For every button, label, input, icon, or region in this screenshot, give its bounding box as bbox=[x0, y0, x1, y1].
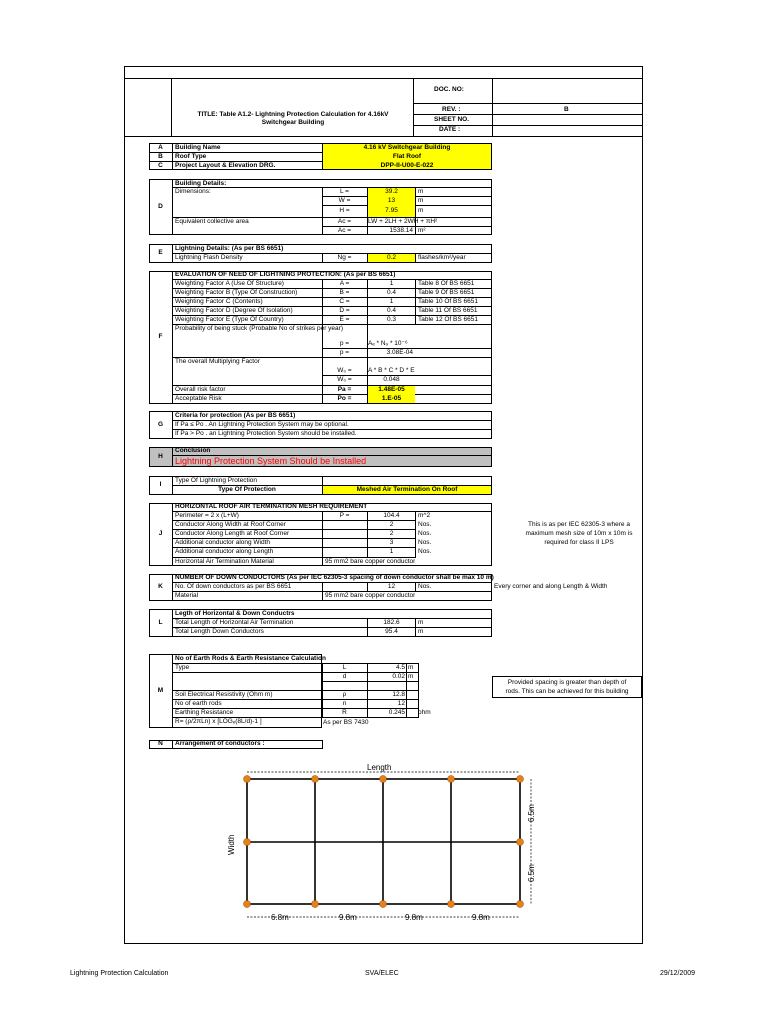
width-symbol: W = bbox=[338, 197, 351, 204]
criteria-line-1: If Pa ≤ Po . An Lightning Protection System may be optional. bbox=[175, 421, 349, 428]
rod-length-unit: m bbox=[408, 664, 414, 671]
lightning-details-heading: Lightning Details: (As per BS 6651) bbox=[175, 245, 284, 252]
section-a bbox=[149, 143, 492, 170]
dimensions-label: Dimensions: bbox=[175, 188, 211, 195]
ng-symbol: Ng = bbox=[337, 254, 352, 261]
resistance-formula-ref: As per BS 7430 bbox=[323, 719, 369, 726]
letter-g: G bbox=[157, 421, 164, 428]
earth-rods-symbol: n bbox=[342, 700, 347, 707]
down-length-unit: m bbox=[418, 628, 424, 635]
wo-symbol-1: W₀ = bbox=[337, 367, 352, 374]
po-value: 1.E-05 bbox=[381, 395, 402, 402]
letter-e: E bbox=[158, 249, 163, 256]
section-n bbox=[149, 740, 323, 749]
earthing-resistance-label: Earthing Resistance bbox=[175, 709, 234, 716]
resistivity-label: Soil Electrical Resistivity (Ohm m) bbox=[175, 691, 273, 698]
mesh-note-line-1: This is as per IEC 62305-3 where a bbox=[528, 521, 630, 528]
node-mid-right bbox=[517, 839, 524, 846]
section-k bbox=[149, 574, 643, 601]
height-unit: m bbox=[418, 207, 424, 214]
header-block bbox=[124, 78, 643, 137]
criteria-line-2: If Pa > Po . an Lightning Protection System should be installed. bbox=[175, 430, 357, 437]
factor-c-symbol: C = bbox=[339, 298, 350, 305]
node-top-1 bbox=[244, 776, 251, 783]
node-bottom-3 bbox=[380, 901, 387, 908]
down-conductors-unit: Nos. bbox=[418, 583, 432, 590]
resistance-symbol: R bbox=[342, 709, 347, 716]
material-value: 95 mm2 bare copper conductor bbox=[325, 558, 416, 565]
factor-e-label: Weighting Factor E (Type Of Country) bbox=[175, 316, 284, 323]
right-dim-2: 6.5m bbox=[527, 864, 536, 882]
rod-diameter-symbol: d bbox=[342, 673, 347, 680]
horizontal-length-value: 182.6 bbox=[383, 619, 400, 626]
width-corner-value: 2 bbox=[389, 521, 394, 528]
letter-c: C bbox=[158, 162, 163, 169]
letter-i: I bbox=[159, 481, 162, 488]
letter-f: F bbox=[158, 333, 163, 340]
section-m bbox=[149, 654, 629, 728]
roof-type-label: Roof Type bbox=[175, 153, 207, 160]
right-dim-1: 6.5m bbox=[527, 804, 536, 822]
width-value: 13 bbox=[387, 197, 396, 204]
width-label: Width bbox=[227, 834, 236, 855]
overall-risk-label: Overall risk factor bbox=[175, 386, 226, 393]
criteria-heading: Criteria for protection (As per BS 6651) bbox=[175, 412, 296, 419]
p-formula: Aₑ * N₉ * 10⁻⁶ bbox=[368, 340, 408, 347]
footer-left: Lightning Protection Calculation bbox=[70, 970, 169, 977]
perimeter-value: 104.4 bbox=[383, 512, 400, 519]
factor-b-symbol: B = bbox=[339, 289, 350, 296]
evaluation-heading: EVALUATION OF NEED OF LIGHTNING PROTECTION: (As per BS 6651) bbox=[175, 271, 396, 278]
node-bottom-1 bbox=[244, 901, 251, 908]
footer-right: 29/12/2009 bbox=[660, 970, 696, 977]
conclusion-text: Lightning Protection System Should be Installed bbox=[175, 456, 367, 466]
down-material-value: 95 mm2 bare copper conductor bbox=[325, 592, 416, 599]
horizontal-length-unit: m bbox=[418, 619, 424, 626]
drawing-label: Project Layout & Elevation DRG. bbox=[175, 162, 276, 169]
node-bottom-5 bbox=[517, 901, 524, 908]
rod-diameter-value: 0.02 bbox=[392, 673, 405, 680]
resistance-value: 0.245 bbox=[388, 709, 405, 716]
section-l bbox=[149, 609, 492, 637]
roof-type-value: Flat Roof bbox=[392, 153, 422, 160]
node-bottom-4 bbox=[448, 901, 455, 908]
collective-area-label: Equivalent collective area bbox=[175, 218, 249, 225]
building-name-value: 4.16 kV Switchgear Building bbox=[363, 144, 451, 151]
letter-j: J bbox=[158, 530, 163, 537]
factor-e-ref: Table 12 Of BS 6651 bbox=[418, 316, 478, 323]
resistance-unit: ohm bbox=[418, 709, 431, 716]
ac-symbol-1: Ac = bbox=[337, 218, 352, 225]
drawing-value: DPP-II-U00-E-022 bbox=[380, 162, 434, 169]
lengths-heading: Legth of Horizontal & Down Conductrs bbox=[175, 610, 295, 617]
rod-length-value: 4.5 bbox=[395, 664, 405, 671]
factor-c-label: Weighting Factor C (Contents) bbox=[175, 298, 263, 305]
rod-length-symbol: L bbox=[342, 664, 347, 671]
height-value: 7.95 bbox=[385, 207, 398, 214]
down-conductors-note: Every corner and along Length & Width bbox=[494, 583, 608, 590]
section-j bbox=[149, 503, 633, 566]
section-d bbox=[149, 179, 492, 235]
factor-a-label: Weighting Factor A (Use Of Structure) bbox=[175, 280, 284, 287]
length-unit: m bbox=[418, 188, 424, 195]
earth-rods-note bbox=[492, 676, 642, 698]
length-corner-value: 2 bbox=[389, 530, 394, 537]
earth-rods-heading: No of Earth Rods & Earth Resistance Calculation bbox=[175, 655, 326, 662]
node-top-5 bbox=[517, 776, 524, 783]
ng-unit: flashes/km²/year bbox=[418, 254, 466, 261]
letter-n: N bbox=[158, 740, 163, 747]
factor-d-label: Weighting Factor D (Degree Of Isolation) bbox=[175, 307, 293, 314]
ac-symbol-2: Ac = bbox=[337, 227, 352, 234]
ac-formula: LW + 2LH + 2WH + πH² bbox=[368, 218, 438, 225]
down-length-value: 95.4 bbox=[385, 628, 398, 635]
bottom-dim-1: 6.8m bbox=[271, 913, 289, 922]
title-line-2: Switchgear Building bbox=[261, 119, 325, 126]
p-symbol-2: p = bbox=[339, 349, 350, 356]
protection-type-label: Type Of Protection bbox=[218, 486, 276, 493]
earth-note-line-2: rods. This can be achieved for this building bbox=[505, 688, 629, 695]
pa-value: 1.48E-05 bbox=[378, 386, 405, 393]
wo-formula: A * B * C * D * E bbox=[368, 367, 415, 374]
width-unit: m bbox=[418, 197, 424, 204]
pa-symbol: Pa = bbox=[337, 386, 352, 393]
letter-m: M bbox=[157, 687, 164, 694]
sheet-no-label: SHEET NO. bbox=[434, 116, 470, 123]
ng-value: 0.2 bbox=[386, 254, 397, 261]
letter-d: D bbox=[158, 203, 163, 210]
factor-e-symbol: E = bbox=[339, 316, 350, 323]
perimeter-unit: m^2 bbox=[418, 512, 431, 519]
additional-width-value: 3 bbox=[389, 539, 394, 546]
earth-rods-count-label: No of earth rods bbox=[175, 700, 222, 707]
p-symbol-1: p = bbox=[339, 340, 350, 347]
resistivity-value: 12.8 bbox=[392, 691, 405, 698]
factor-c-ref: Table 10 Of BS 6651 bbox=[418, 298, 478, 305]
multiplying-factor-label: The overall Multiplying Factor bbox=[175, 358, 260, 365]
additional-width-label: Additional conductor along Width bbox=[175, 539, 271, 546]
section-h bbox=[149, 447, 492, 467]
doc-no-label: DOC. NO: bbox=[434, 86, 464, 93]
building-details-heading: Building Details: bbox=[175, 180, 227, 187]
letter-k: K bbox=[158, 583, 163, 590]
factor-a-symbol: A = bbox=[339, 280, 350, 287]
length-corner-label: Conductor Along Length at Roof Corner bbox=[175, 530, 290, 537]
down-conductors-heading: NUMBER OF DOWN CONDUCTORS (As per IEC 62305-3 spacing of down conductor shall be max 10 m) bbox=[175, 574, 494, 581]
wo-value: 0.048 bbox=[383, 376, 400, 383]
letter-h: H bbox=[158, 453, 163, 460]
perimeter-symbol: P = bbox=[339, 512, 350, 519]
factor-c-value: 1 bbox=[389, 298, 394, 305]
bottom-dim-4: 9.8m bbox=[472, 913, 490, 922]
bottom-dim-3: 9.8m bbox=[405, 913, 423, 922]
earth-rods-value: 12 bbox=[397, 700, 405, 707]
width-corner-label: Conductor Along Width at Roof Corner bbox=[175, 521, 286, 528]
po-symbol: Po = bbox=[337, 395, 352, 402]
factor-d-ref: Table 11 Of BS 6651 bbox=[418, 307, 478, 314]
factor-a-value: 1 bbox=[389, 280, 394, 287]
footer-center: SVA/ELEC bbox=[365, 970, 399, 977]
bottom-dim-2: 9.8m bbox=[339, 913, 357, 922]
length-corner-unit: Nos. bbox=[418, 530, 432, 537]
arrangement-heading: Arrangement of conductors : bbox=[175, 740, 265, 747]
resistance-formula: R= (ρ/2πLn) x [LOGₑ(8L/d)-1 ] bbox=[175, 718, 262, 725]
conclusion-heading: Conclusion bbox=[175, 447, 211, 454]
factor-d-symbol: D = bbox=[339, 307, 350, 314]
factor-a-ref: Table 8 Of BS 6651 bbox=[418, 280, 475, 287]
factor-b-value: 0.4 bbox=[386, 289, 397, 296]
section-i bbox=[149, 476, 492, 495]
mesh-note-line-2: maximum mesh size of 10m x 10m is bbox=[525, 530, 633, 537]
additional-length-label: Additional conductor along Length bbox=[175, 548, 274, 555]
protection-type-value: Meshed Air Termination On Roof bbox=[356, 486, 458, 493]
page-title bbox=[174, 111, 412, 127]
mesh-note-line-3: required for class II LPS bbox=[544, 539, 614, 546]
node-top-4 bbox=[448, 776, 455, 783]
node-bottom-2 bbox=[312, 901, 319, 908]
date-label: DATE : bbox=[439, 126, 461, 133]
down-length-label: Total Length Down Conductors bbox=[175, 628, 264, 635]
horizontal-length-label: Total Length of Horizontal Air Termination bbox=[175, 619, 294, 626]
lightning-protection-type-label: Type Of Lightning Protection bbox=[175, 477, 258, 484]
rod-type-label: Type bbox=[175, 664, 190, 671]
earth-note-line-1: Provided spacing is greater than depth of bbox=[507, 679, 627, 686]
down-material-label: Material bbox=[175, 592, 199, 599]
factor-b-ref: Table 9 Of BS 6651 bbox=[418, 289, 475, 296]
factor-b-label: Weighting Factor B (Type Of Construction) bbox=[175, 289, 298, 296]
mesh-note bbox=[499, 520, 659, 547]
width-corner-unit: Nos. bbox=[418, 521, 432, 528]
ac-unit: m² bbox=[418, 227, 426, 234]
building-name-label: Building Name bbox=[175, 144, 221, 151]
title-line-1: TITLE: Table A1.2- Lightning Protection Calculation for 4.16kV bbox=[197, 111, 389, 118]
section-g bbox=[149, 411, 492, 439]
perimeter-label: Perimeter = 2 x (L+W) bbox=[175, 512, 239, 519]
rev-value: B bbox=[564, 106, 569, 113]
letter-b: B bbox=[158, 153, 163, 160]
length-symbol: L = bbox=[340, 188, 349, 195]
down-conductors-value: 12 bbox=[387, 583, 396, 590]
additional-width-unit: Nos. bbox=[418, 539, 432, 546]
probability-label: Probability of being stuck (Probable No of strikes per year) bbox=[175, 325, 343, 332]
letter-a: A bbox=[158, 144, 163, 151]
material-label: Horizontal Air Termination Material bbox=[175, 558, 274, 565]
mesh-heading: HORIZONTAL ROOF AIR TERMINATION MESH REQUIREMENT bbox=[175, 503, 368, 510]
ac-value: 1538.14 bbox=[389, 227, 413, 234]
section-e bbox=[149, 244, 492, 263]
conductor-diagram bbox=[225, 760, 545, 930]
resistivity-symbol: ρ bbox=[342, 691, 347, 698]
down-conductors-label: No. Of down conductors as per BS 6651 bbox=[175, 583, 292, 590]
node-mid-left bbox=[244, 839, 251, 846]
additional-length-value: 1 bbox=[389, 548, 394, 555]
letter-l: L bbox=[158, 619, 163, 626]
length-value: 39.2 bbox=[385, 188, 398, 195]
node-top-2 bbox=[312, 776, 319, 783]
additional-length-unit: Nos. bbox=[418, 548, 432, 555]
node-top-3 bbox=[380, 776, 387, 783]
length-label: Length bbox=[367, 763, 392, 772]
factor-d-value: 0.4 bbox=[386, 307, 397, 314]
rev-label: REV. : bbox=[442, 106, 461, 113]
height-symbol: H = bbox=[339, 207, 350, 214]
section-f bbox=[149, 271, 492, 404]
rod-diameter-unit: m bbox=[408, 673, 414, 680]
wo-symbol-2: W₀ = bbox=[337, 376, 352, 383]
p-value: 3.08E-04 bbox=[386, 349, 413, 356]
acceptable-risk-label: Acceptable Risk bbox=[175, 395, 222, 402]
factor-e-value: 0.3 bbox=[386, 316, 397, 323]
flash-density-label: Lightning Flash Density bbox=[175, 254, 243, 261]
